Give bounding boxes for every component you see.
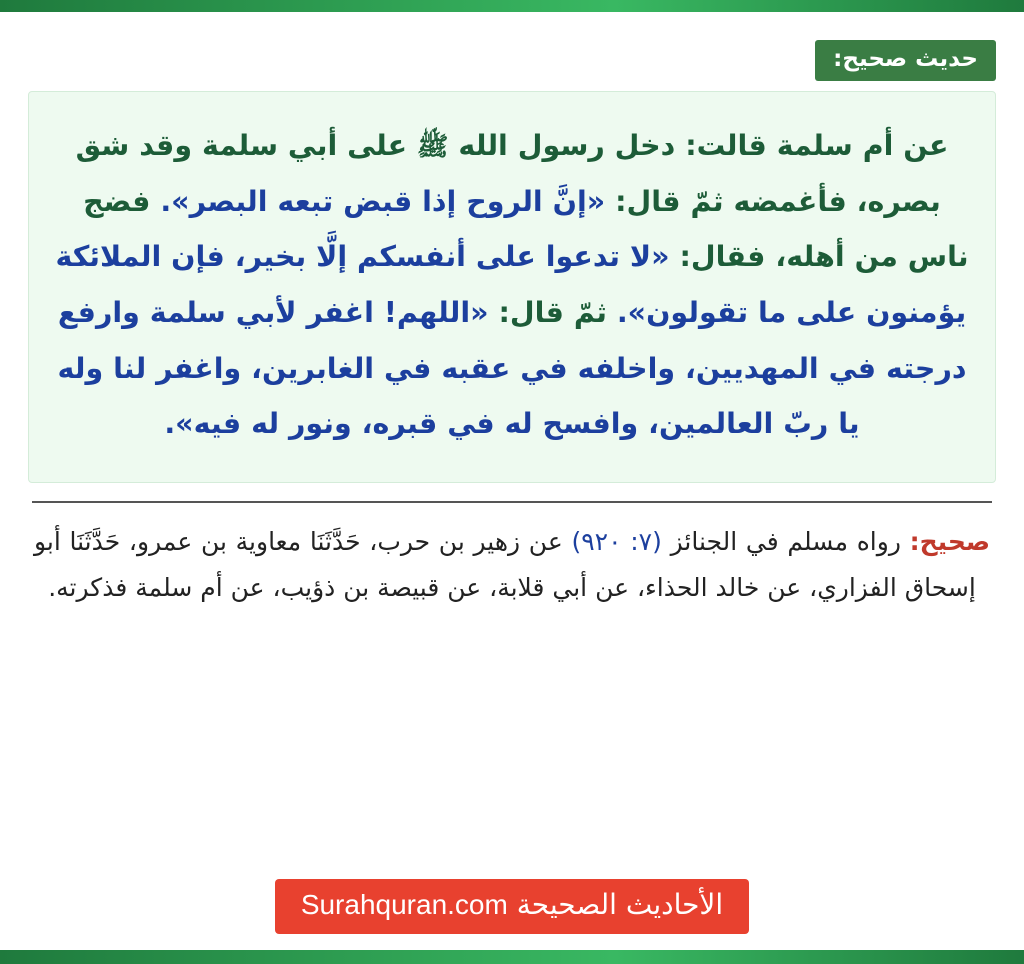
site-badge[interactable] bbox=[275, 879, 749, 934]
status-badge-hadith-grade: حديث صحيح: bbox=[815, 40, 996, 81]
hadith-quote-one: «إنَّ الروح إذا قبض تبعه البصر». bbox=[160, 184, 606, 218]
source-text-after-ref: عن زهير بن حرب، حَدَّثَنَا معاوية بن عمرو، حَدَّثَنَا أبو إسحاق الفزاري، عن خالد الحذاء، عن أبي قلابة، عن قبيصة بن ذؤيب، عن أم سلمة فذكرته. bbox=[34, 526, 976, 602]
hadith-quote-three: «اللهم! اغفر لأبي سلمة وارفع درجته في المهديين، واخلفه في عقبه في الغابرين، واغفر لنا وله يا ربّ العالمين، وافسح له في قبره، ونور له فيه». bbox=[57, 295, 967, 441]
footer-row bbox=[28, 879, 996, 934]
bottom-decorative-bar bbox=[0, 950, 1024, 964]
hadith-after-quote-two: ثمّ قال: bbox=[488, 295, 617, 329]
source-grade-word: صحيح: bbox=[909, 526, 991, 556]
source-reference: (٧: ٩٢٠) bbox=[571, 526, 662, 556]
hadith-middle: فضج ناس من أهله، فقال: bbox=[83, 184, 969, 274]
top-decorative-bar bbox=[0, 0, 1024, 12]
hadith-text bbox=[55, 118, 969, 451]
pbuh-symbol-icon: ﷺ bbox=[417, 132, 449, 163]
section-divider bbox=[32, 501, 992, 503]
source-attribution bbox=[28, 519, 996, 612]
hadith-part-after-pbuh: على أبي سلمة وقد شق بصره، فأغمضه ثمّ قال: bbox=[75, 129, 941, 218]
site-name: Surahquran.com bbox=[300, 889, 508, 920]
source-text-before-ref: رواه مسلم في الجنائز bbox=[661, 526, 910, 556]
hadith-narrator-intro: عن أم سلمة قالت: دخل رسول الله bbox=[458, 129, 949, 163]
site-tagline: الأحاديث الصحيحة bbox=[516, 888, 724, 921]
main-content bbox=[0, 12, 1024, 950]
hadith-quote-two: «لا تدعوا على أنفسكم إلَّا بخير، فإن الملائكة يؤمنون على ما تقولون». bbox=[55, 240, 967, 329]
grade-label-row bbox=[28, 40, 996, 81]
hadith-card bbox=[28, 91, 996, 482]
